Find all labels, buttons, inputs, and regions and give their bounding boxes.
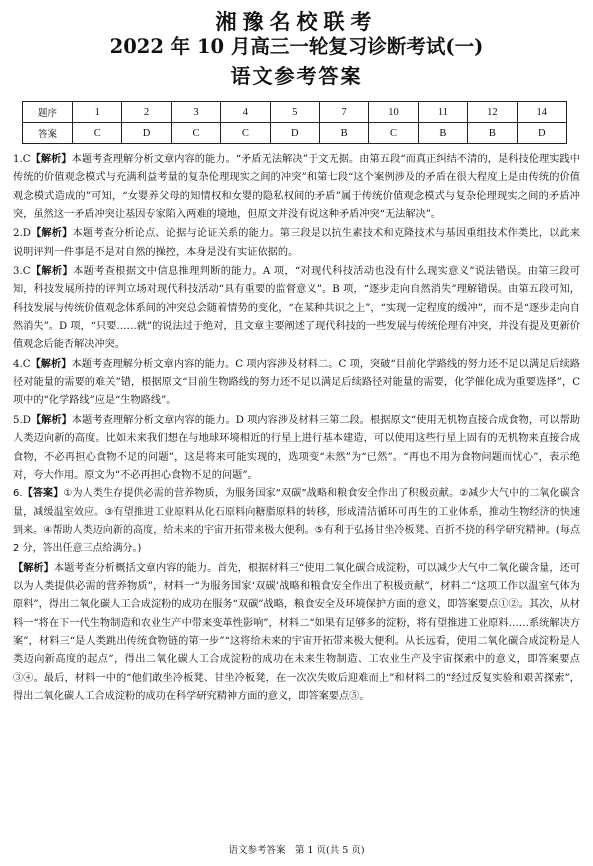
question-number: 2 [122,102,171,123]
item-number: 1.C [13,154,31,165]
answer-table-answer-row [23,123,567,144]
row-label-answer: 答案 [23,123,73,144]
answer-cell: B [468,123,517,144]
question-number: 5 [270,102,319,123]
item-number: 4.C [13,358,31,370]
explanations [13,150,580,706]
explanation-item [13,559,580,707]
answer-cell: B [319,123,368,144]
explanation-item [13,224,580,262]
item-tag: 【解析】 [30,265,74,278]
answer-item [13,485,580,558]
item-tag: 【解析】 [13,561,54,574]
answer-table-number-row [23,102,567,123]
item-text: 本题考查理解分析文章内容的能力。C 项内容涉及材料二。C 项，突破“目前化学路线的努力还不足以满足后续路径对能量的需要的难关”错，根据原文“目前生物路线的努力还不足以满足后续路径对能量的需要，化学催化成为重要选择”，C 项中的“化学路线”应是“生物路线”。 [13,358,580,407]
answer-cell: C [221,123,270,144]
answer-cell: D [270,123,319,144]
item-tag: 【答案】 [22,488,64,500]
item-number: 3.C [13,266,31,278]
item-tag: 【解析】 [30,227,73,240]
answer-cell: D [122,123,171,144]
item-text: ①为人类生存提供必需的营养物质，为服务国家“双碳”战略和粮食安全作出了积极贡献。②减少大气中的二氧化碳含量，减缓温室效应。③有望推进工业原料从化石原料向糖脂原料的转移，形成清洁循环可再生的工业体系，推动生物经济的快速到来。④帮助人类迈向新的高度，给未来的宇宙开拓带来极大便利。⑤有利于弘扬甘坐冷板凳、百折不挠的科学研究精神。(每点 2 分，答出任意三点给满分。) [13,488,581,555]
answer-cell: C [73,123,122,144]
item-number: 6. [13,488,23,500]
question-number: 11 [418,102,467,123]
item-text: 本题考查理解分析文章内容的能力。“矛盾无法解决”于文无据。由第五段“而真正纠结不清的，是科技伦理实践中传统的价值观念模式与充满利益考量的复杂伦理现实之间的冲突”和第七段“这个案例涉及的矛盾在很大程度上是由传统的价值观念模式造成的”可知，“女婴养父母的知情权和女婴的隐私权间的矛盾”属于传统价值观念模式与复杂伦理现实之间的矛盾冲突，虽然这一矛盾冲突让基因专家陷入两难的境地，但原文并没有说这种矛盾冲突“无法解决”。 [13,154,580,221]
question-number: 12 [468,102,517,123]
question-number: 3 [171,102,220,123]
explanation-item [13,262,580,355]
question-number: 14 [517,102,566,123]
answer-table [22,101,567,144]
item-text: 本题考查理解分析文章内容的能力。D 项内容涉及材料三第二段。根据原文“使用无机物直接合成食物，可以帮助人类迈向新的高度。比如未来我们想在与地球环境相近的行星上进行基本建造，可以使用这些行星上固有的无机物来直接合成食物，不必再担心食物不足的问题”，这是将来可能实现的，选项变“未然”为“已然”。“再也不用为食物问题而忧心”，表示绝对，夸大作用。原文为“不必再担心食物不足的问题”。 [13,414,581,481]
item-text: 本题考查根据文中信息推理判断的能力。A 项，“对现代科技活动也没有什么现实意义”说法错误。由第三段可知，科技发展所持的评判立场对现代科技活动“具有重要的监督意义”。B 项，“逐步走向自然消失”理解错误。由第五段可知，科技发展与传统价值观念体系间的冲突总会随着情势的变化，“在某种共识之上”，“实现一定程度的缓冲”，而不是“逐步走向自然消失”。D 项，“只要……就”的说法过于绝对，且文章主要阐述了现代科技的一些发展与传统伦理有冲突，并没有提及更新价值观念后能否解决冲突。 [13,266,581,351]
answer-cell: D [517,123,566,144]
item-text: 本题考查分析论点、论据与论证关系的能力。第三段是以抗生素技术和克隆技术与基因重组技术作类比，以此来说明评判一件事是不是对自然的操控，本身是没有实证依据的。 [13,228,581,258]
item-tag: 【解析】 [30,153,72,165]
question-number: 7 [319,102,368,123]
question-number: 4 [221,102,270,123]
item-tag: 【解析】 [30,413,72,426]
answer-cell: C [171,123,220,144]
item-tag: 【解析】 [30,357,72,370]
item-number: 2.D [13,228,31,240]
exam-org-title: 湘豫名校联考 [215,9,378,34]
question-number: 1 [73,102,122,123]
answer-cell: B [418,123,467,144]
explanation-item [13,411,580,485]
answer-cell: C [369,123,418,144]
row-label-question: 题序 [23,102,73,123]
exam-name-title: 2022 年 10 月高三一轮复习诊断考试(一) [109,35,484,58]
explanation-item [13,150,580,224]
answer-key-title: 语文参考答案 [230,64,363,88]
explanation-item [13,355,580,411]
item-number: 5.D [13,414,31,426]
item-text: 本题考查分析概括文章内容的能力。首先，根据材料三“使用二氧化碳合成淀粉，可以减少大气中二氧化碳含量，还可以为人类提供必需的营养物质”，材料一“为服务国家‘双碳’战略和粮食安全作出了积极贡献”，材料二“这项工作以温室气体为原料”，得出二氧化碳人工合成淀粉的成功在服务“双碳”战略，粮食安全及环境保护方面的意义，即答案要点①②。其次，从材料一“将在下一代生物制造和农业生产中带来变革性影响”，材料二“如果有足够多的淀粉，将有望推进工业原料……系统解决方案”，材料三“是人类跳出传统食物链的第一步”“这将给未来的宇宙开拓带来极大便利。从长远看，使用二氧化碳合成淀粉是人类迈向新高度的起点”，得出二氧化碳人工合成淀粉的成功在未来生物制造、工农业生产及宇宙探索中的意义，即答案要点③④。最后，材料一中的“他们敢坐冷板凳、甘坐冷板凳，在一次次失败后迎难而上”和材料二的“经过反复实验和艰苦探索”，得出二氧化碳人工合成淀粉的成功在科学研究精神方面的意义，即答案要点⑤。 [13,562,581,702]
page-footer: 语文参考答案 第 1 页(共 5 页) [228,845,365,856]
question-number: 10 [369,102,418,123]
